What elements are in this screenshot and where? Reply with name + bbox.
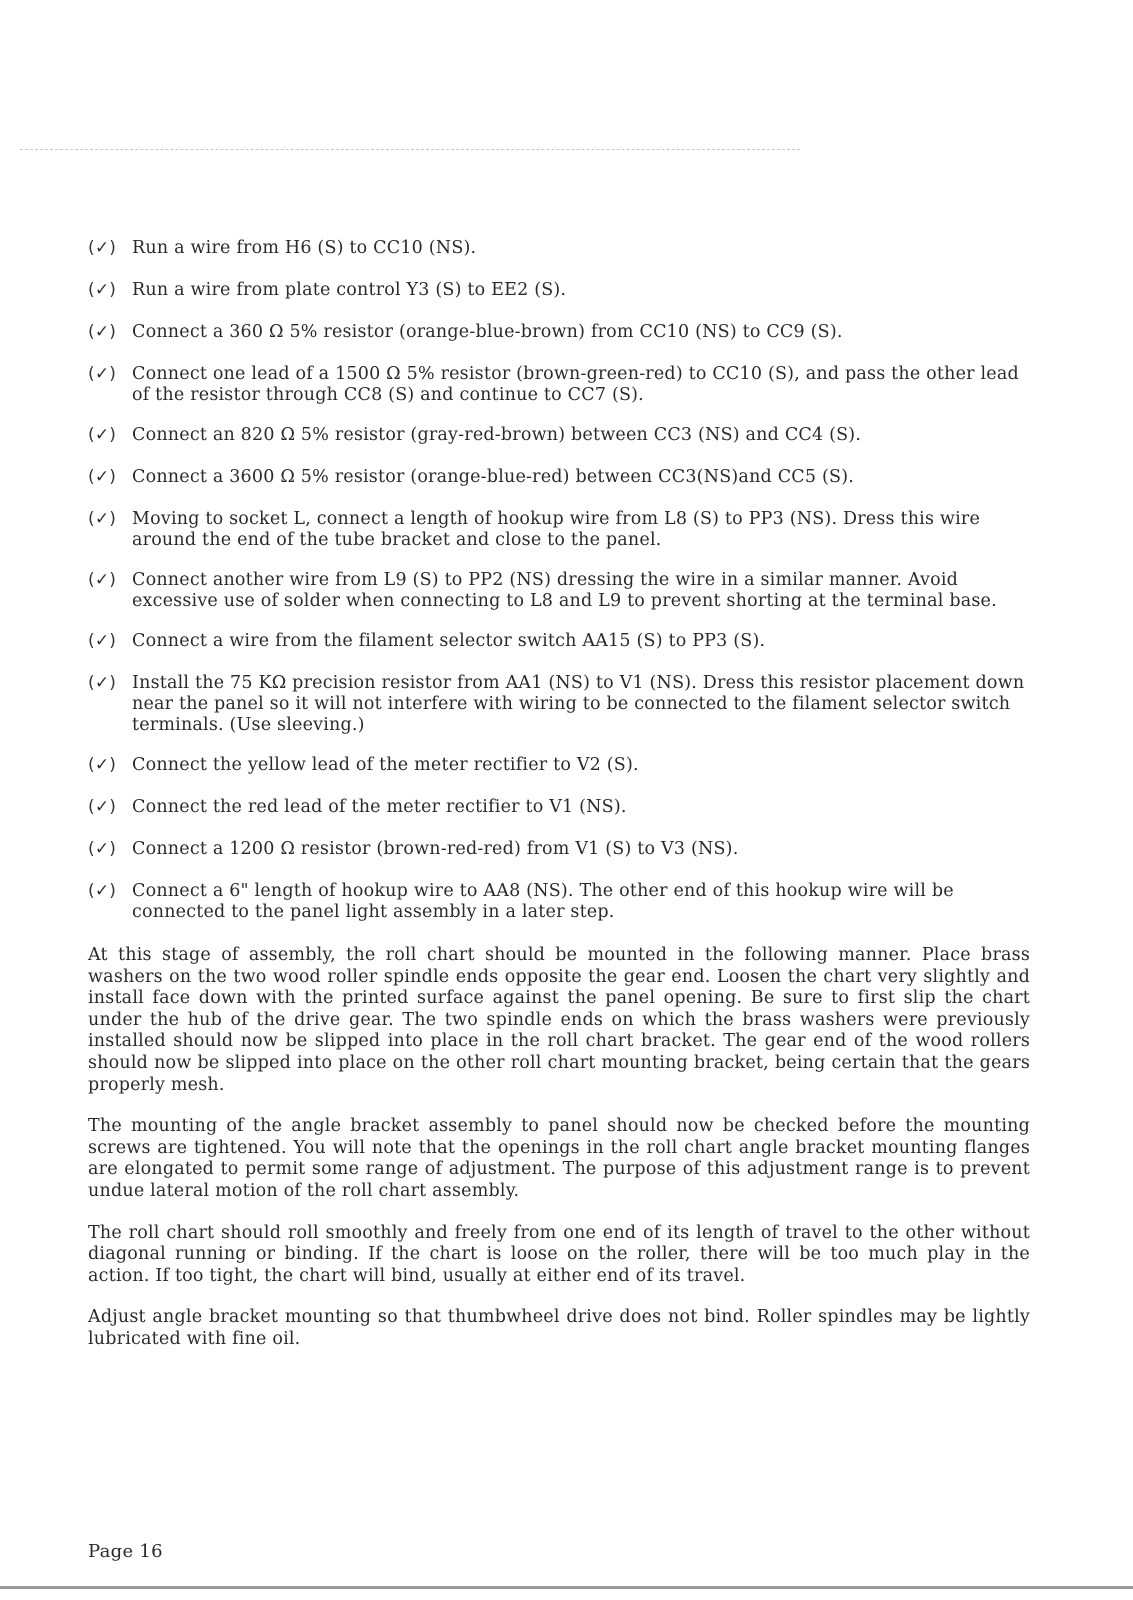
step-text: Connect a 360 Ω 5% resistor (orange-blue-brown) from CC10 (NS) to CC9 (S).: [132, 322, 843, 342]
step-text: Connect one lead of a 1500 Ω 5% resistor (brown-green-red) to CC10 (S), and pass the other lead of the resistor through CC8 (S) and continue to CC7 (S).: [132, 364, 1019, 405]
step-item: [88, 238, 1030, 259]
step-item: [88, 755, 1030, 776]
step-item: [88, 280, 1030, 301]
checkbox-mark: (✓): [88, 509, 117, 529]
checkbox-mark: (✓): [88, 797, 117, 817]
footer-rule: [0, 1586, 1133, 1589]
step-text: Connect a wire from the filament selector switch AA15 (S) to PP3 (S).: [132, 631, 766, 651]
header-rule: [20, 149, 800, 150]
checkbox-mark: (✓): [88, 280, 117, 300]
step-text: Connect a 1200 Ω resistor (brown-red-red) from V1 (S) to V3 (NS).: [132, 839, 739, 859]
body-paragraph: The roll chart should roll smoothly and freely from one end of its length of travel to the other without diagonal running or binding. If the chart is loose on the roller, there will be too much play in the action. If too tight, the chart will bind, usually at either end of its travel.: [88, 1222, 1030, 1286]
checkbox-mark: (✓): [88, 467, 117, 487]
step-item: [88, 673, 1030, 736]
step-text: Connect another wire from L9 (S) to PP2 (NS) dressing the wire in a similar manner. Avoid excessive use of solder when connecting to L8 and L9 to prevent shorting at the terminal base.: [132, 570, 997, 611]
step-item: [88, 364, 1030, 406]
checkbox-mark: (✓): [88, 839, 117, 859]
step-item: [88, 509, 1030, 551]
checkbox-mark: (✓): [88, 425, 117, 445]
step-item: [88, 631, 1030, 652]
step-text: Connect a 6" length of hookup wire to AA8 (NS). The other end of this hookup wire will be connected to the panel light assembly in a later step.: [132, 881, 954, 922]
step-item: [88, 467, 1030, 488]
step-item: [88, 839, 1030, 860]
step-item: [88, 425, 1030, 446]
checkbox-mark: (✓): [88, 631, 117, 651]
checkbox-mark: (✓): [88, 673, 117, 693]
body-paragraph: Adjust angle bracket mounting so that thumbwheel drive does not bind. Roller spindles may be lightly lubricated with fine oil.: [88, 1307, 1030, 1349]
step-text: Connect the red lead of the meter rectifier to V1 (NS).: [132, 797, 627, 817]
checkbox-mark: (✓): [88, 322, 117, 342]
step-text: Run a wire from plate control Y3 (S) to EE2 (S).: [132, 280, 567, 300]
step-text: Connect a 3600 Ω 5% resistor (orange-blue-red) between CC3(NS)and CC5 (S).: [132, 467, 854, 487]
checkbox-mark: (✓): [88, 364, 117, 384]
page-number: Page 16: [88, 1541, 163, 1562]
step-text: Moving to socket L, connect a length of hookup wire from L8 (S) to PP3 (NS). Dress this wire around the end of the tube bracket and close to the panel.: [132, 509, 981, 550]
checkbox-mark: (✓): [88, 570, 117, 590]
checkbox-mark: (✓): [88, 238, 117, 258]
step-item: [88, 570, 1030, 612]
step-text: Run a wire from H6 (S) to CC10 (NS).: [132, 238, 477, 258]
step-item: [88, 881, 1030, 923]
checkbox-mark: (✓): [88, 881, 117, 901]
document-body: [88, 238, 1030, 1368]
step-text: Connect an 820 Ω 5% resistor (gray-red-brown) between CC3 (NS) and CC4 (S).: [132, 425, 862, 445]
body-paragraph: At this stage of assembly, the roll chart should be mounted in the following manner. Place brass washers on the two wood roller spindle ends opposite the gear end. Loosen the chart very slightly and install face down with the printed surface against the panel opening. Be sure to first slip the chart under the hub of the drive gear. The two spindle ends on which the brass washers were previously installed should now be slipped into place in the roll chart bracket. The gear end of the wood rollers should now be slipped into place on the other roll chart mounting bracket, being certain that the gears properly mesh.: [88, 945, 1030, 1095]
step-text: Install the 75 KΩ precision resistor from AA1 (NS) to V1 (NS). Dress this resistor placement down near the panel so it will not interfere with wiring to be connected to the filament selector switch terminals. (Use sleeving.): [132, 673, 1025, 735]
checkbox-mark: (✓): [88, 755, 117, 775]
step-text: Connect the yellow lead of the meter rectifier to V2 (S).: [132, 755, 639, 775]
step-item: [88, 322, 1030, 343]
body-paragraph: The mounting of the angle bracket assembly to panel should now be checked before the mounting screws are tightened. You will note that the openings in the roll chart angle bracket mounting flanges are elongated to permit some range of adjustment. The purpose of this adjustment range is to prevent undue lateral motion of the roll chart assembly.: [88, 1116, 1030, 1201]
step-item: [88, 797, 1030, 818]
